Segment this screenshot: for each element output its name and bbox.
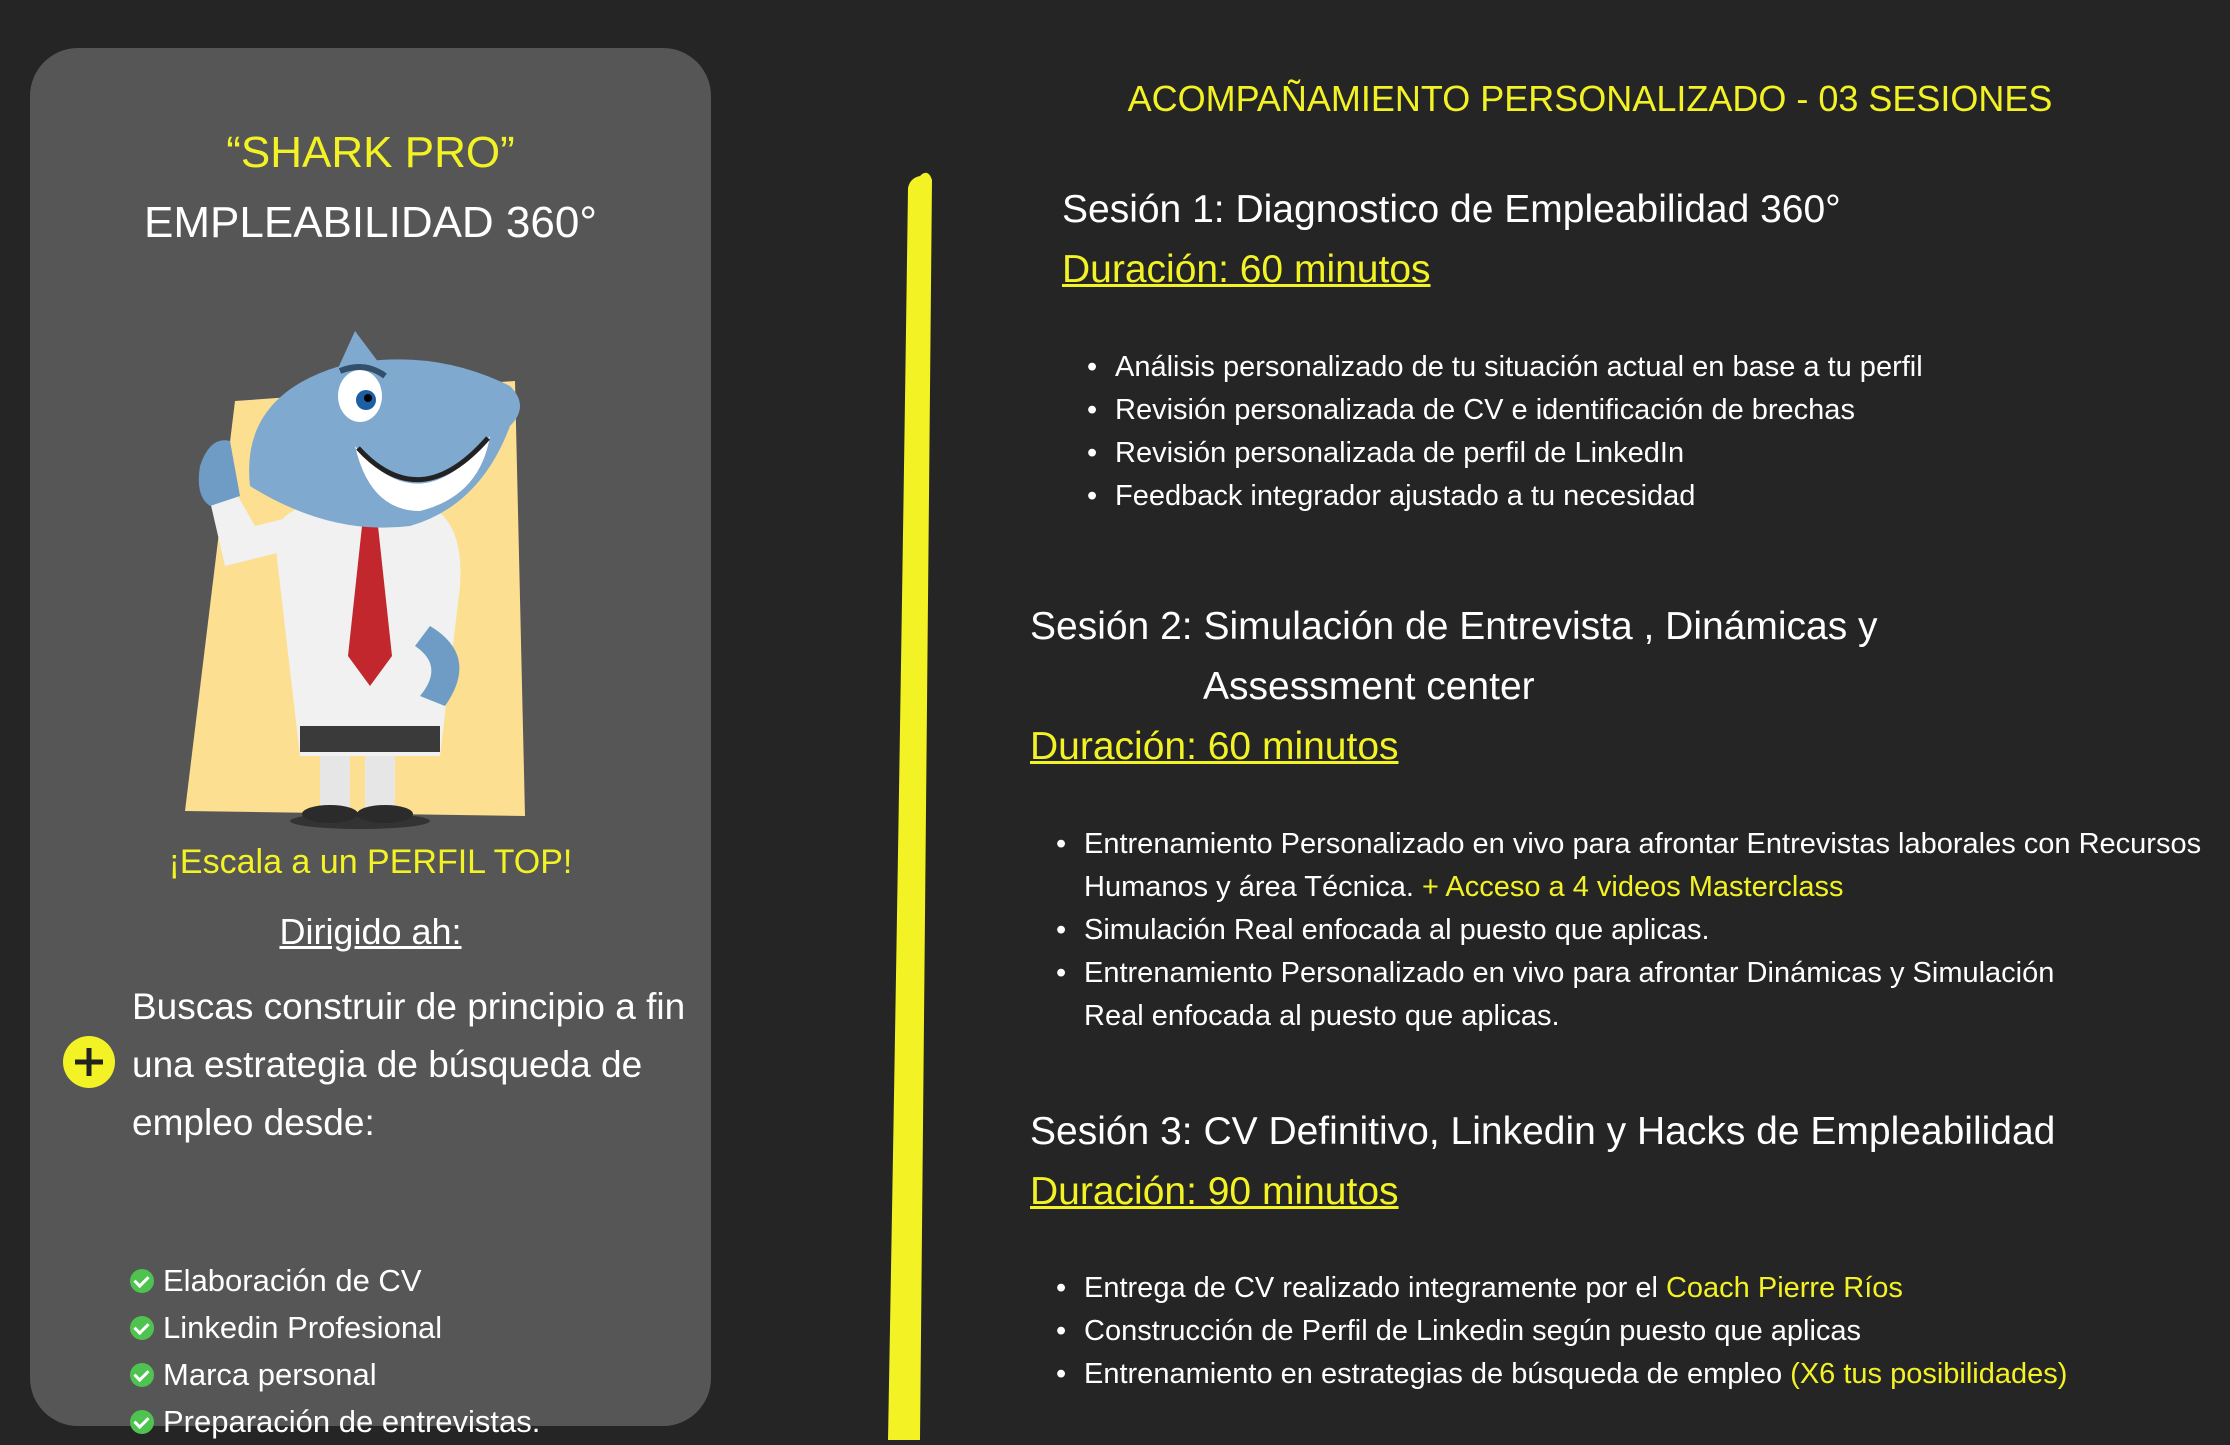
shark-mascot-illustration bbox=[180, 326, 580, 846]
target-description: Buscas construir de principio a fin una estrategia de búsqueda de empleo desde: bbox=[132, 986, 686, 1143]
check-circle-icon bbox=[130, 1363, 154, 1387]
program-subtitle: EMPLEABILIDAD 360° bbox=[144, 198, 597, 247]
session-1-duration: Duración: 60 minutos bbox=[1062, 248, 1431, 291]
checklist-item: Linkedin Profesional bbox=[130, 1304, 540, 1351]
program-card bbox=[30, 48, 711, 1439]
checklist-item: Elaboración de CV bbox=[130, 1257, 540, 1304]
bullet-item: • Revisión personalizada de perfil de LinkedIn bbox=[1085, 432, 2185, 475]
plus-icon bbox=[63, 1036, 115, 1088]
bullet-item: • Entrenamiento en estrategias de búsqueda de empleo (X6 tus posibilidades) bbox=[1054, 1353, 2214, 1396]
check-circle-icon bbox=[130, 1269, 154, 1293]
benefits-checklist bbox=[130, 1257, 540, 1445]
tagline: ¡Escala a un PERFIL TOP! bbox=[168, 843, 573, 881]
session-2-title-cont: Assessment center bbox=[1203, 665, 1535, 708]
section-header: ACOMPAÑAMIENTO PERSONALIZADO - 03 SESIONES bbox=[1127, 78, 2053, 119]
session-2-bullets bbox=[1054, 823, 2214, 1038]
session-2-title: Sesión 2: Simulación de Entrevista , Dinámicas y bbox=[1030, 605, 1878, 648]
check-circle-icon bbox=[130, 1316, 154, 1340]
program-name: “SHARK PRO” bbox=[226, 128, 515, 177]
session-1-bullets bbox=[1085, 346, 2185, 518]
bullet-item: • Construcción de Perfil de Linkedin según puesto que aplicas bbox=[1054, 1310, 2214, 1353]
bullet-item: • Feedback integrador ajustado a tu necesidad bbox=[1085, 475, 2185, 518]
session-3-bullets bbox=[1054, 1267, 2214, 1396]
bullet-item: • Revisión personalizada de CV e identificación de brechas bbox=[1085, 389, 2185, 432]
bullet-item: • Entrenamiento Personalizado en vivo para afrontar Dinámicas y Simulación Real enfocada al puesto que aplicas. bbox=[1054, 952, 2214, 1038]
bullet-item: • Análisis personalizado de tu situación actual en base a tu perfil bbox=[1085, 346, 2185, 389]
session-1-title: Sesión 1: Diagnostico de Empleabilidad 360° bbox=[1062, 188, 1841, 231]
yellow-divider-stroke bbox=[880, 168, 940, 1440]
bullet-item: • Entrenamiento Personalizado en vivo para afrontar Entrevistas laborales con Recursos Humanos y área Técnica. + Acceso a 4 videos Masterclass bbox=[1054, 823, 2214, 909]
session-3-title: Sesión 3: CV Definitivo, Linkedin y Hacks de Empleabilidad bbox=[1030, 1110, 2056, 1153]
session-2-duration: Duración: 60 minutos bbox=[1030, 725, 1399, 768]
check-circle-icon bbox=[130, 1410, 154, 1434]
checklist-item: Marca personal bbox=[130, 1351, 540, 1398]
bullet-item: • Simulación Real enfocada al puesto que aplicas. bbox=[1054, 909, 2214, 952]
checklist-item: Preparación de entrevistas. bbox=[130, 1398, 540, 1445]
bullet-item: • Entrega de CV realizado integramente por el Coach Pierre Ríos bbox=[1054, 1267, 2214, 1310]
session-3-duration: Duración: 90 minutos bbox=[1030, 1170, 1399, 1213]
target-audience-heading: Dirigido ah: bbox=[279, 911, 462, 952]
